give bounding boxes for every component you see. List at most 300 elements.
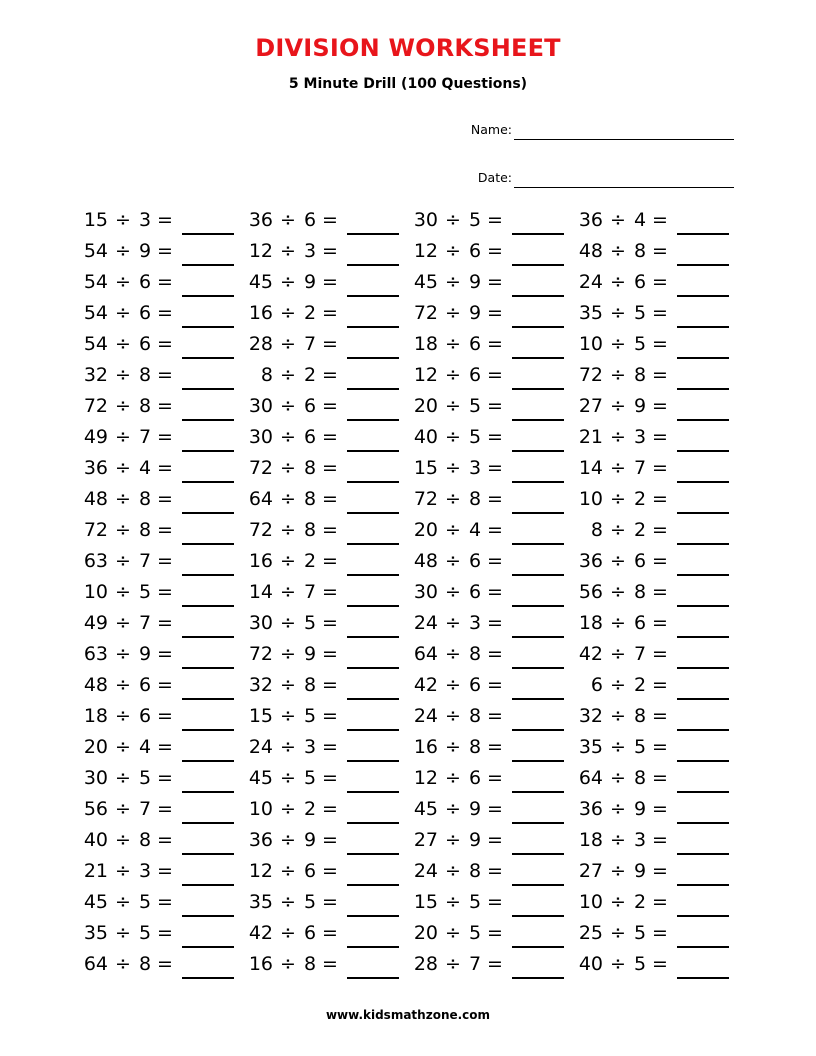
divisor: 9 [303, 829, 317, 851]
dividend: 15 [248, 705, 273, 727]
problem-row [80, 576, 740, 607]
answer-blank[interactable] [182, 392, 234, 421]
answer-blank[interactable] [512, 330, 564, 359]
divisor: 8 [138, 829, 152, 851]
answer-blank[interactable] [182, 826, 234, 855]
answer-blank[interactable] [512, 609, 564, 638]
answer-blank[interactable] [512, 454, 564, 483]
dividend: 27 [578, 860, 603, 882]
answer-blank[interactable] [512, 702, 564, 731]
problem-row [80, 266, 740, 297]
equals-sign: = [322, 643, 338, 665]
answer-blank[interactable] [182, 609, 234, 638]
division-problem [410, 886, 575, 917]
answer-blank[interactable] [512, 516, 564, 545]
answer-blank[interactable] [347, 299, 399, 328]
equals-sign: = [652, 302, 668, 324]
dividend: 10 [248, 798, 273, 820]
problem-grid [80, 204, 740, 979]
divisor: 3 [633, 829, 647, 851]
divide-sign: ÷ [115, 426, 131, 448]
division-problem [245, 545, 410, 576]
answer-blank[interactable] [347, 516, 399, 545]
division-problem [245, 762, 410, 793]
answer-blank[interactable] [512, 268, 564, 297]
answer-blank[interactable] [347, 578, 399, 607]
division-problem [575, 328, 740, 359]
division-problem [575, 235, 740, 266]
division-problem [575, 545, 740, 576]
divide-sign: ÷ [115, 891, 131, 913]
dividend: 40 [413, 426, 438, 448]
answer-blank[interactable] [347, 857, 399, 886]
answer-blank[interactable] [347, 206, 399, 235]
divisor: 6 [138, 674, 152, 696]
answer-blank[interactable] [347, 702, 399, 731]
division-problem [245, 297, 410, 328]
answer-blank[interactable] [182, 733, 234, 762]
answer-blank[interactable] [677, 795, 729, 824]
equals-sign: = [652, 209, 668, 231]
equals-sign: = [157, 581, 173, 603]
problem-row [80, 297, 740, 328]
divisor: 7 [138, 798, 152, 820]
equals-sign: = [487, 891, 503, 913]
divisor: 8 [303, 674, 317, 696]
divisor: 8 [468, 705, 482, 727]
divisor: 9 [468, 829, 482, 851]
dividend: 54 [83, 271, 108, 293]
answer-blank[interactable] [347, 950, 399, 979]
answer-blank[interactable] [182, 919, 234, 948]
divisor: 8 [468, 860, 482, 882]
division-problem [245, 266, 410, 297]
division-problem [410, 266, 575, 297]
dividend: 36 [578, 209, 603, 231]
name-line[interactable] [514, 139, 734, 140]
answer-blank[interactable] [182, 671, 234, 700]
divisor: 5 [633, 953, 647, 975]
divisor: 3 [468, 457, 482, 479]
answer-blank[interactable] [677, 764, 729, 793]
equals-sign: = [322, 581, 338, 603]
divisor: 7 [138, 550, 152, 572]
divide-sign: ÷ [445, 798, 461, 820]
answer-blank[interactable] [182, 237, 234, 266]
divide-sign: ÷ [115, 798, 131, 820]
equals-sign: = [157, 829, 173, 851]
divide-sign: ÷ [445, 829, 461, 851]
answer-blank[interactable] [347, 919, 399, 948]
answer-blank[interactable] [677, 950, 729, 979]
divide-sign: ÷ [280, 426, 296, 448]
equals-sign: = [652, 860, 668, 882]
division-problem [245, 514, 410, 545]
divisor: 3 [303, 240, 317, 262]
equals-sign: = [487, 302, 503, 324]
answer-blank[interactable] [677, 888, 729, 917]
divide-sign: ÷ [610, 643, 626, 665]
dividend: 32 [83, 364, 108, 386]
problem-row [80, 235, 740, 266]
answer-blank[interactable] [677, 454, 729, 483]
answer-blank[interactable] [677, 919, 729, 948]
division-problem [80, 669, 245, 700]
dividend: 10 [83, 581, 108, 603]
equals-sign: = [487, 922, 503, 944]
divisor: 7 [303, 333, 317, 355]
divisor: 6 [303, 426, 317, 448]
divisor: 5 [633, 736, 647, 758]
divisor: 6 [633, 612, 647, 634]
answer-blank[interactable] [677, 392, 729, 421]
equals-sign: = [157, 302, 173, 324]
divisor: 9 [633, 798, 647, 820]
division-problem [245, 235, 410, 266]
divisor: 5 [303, 767, 317, 789]
division-problem [410, 328, 575, 359]
answer-blank[interactable] [677, 671, 729, 700]
division-problem [80, 917, 245, 948]
answer-blank[interactable] [182, 361, 234, 390]
dividend: 18 [413, 333, 438, 355]
answer-blank[interactable] [182, 423, 234, 452]
answer-blank[interactable] [347, 826, 399, 855]
equals-sign: = [652, 426, 668, 448]
answer-blank[interactable] [182, 547, 234, 576]
dividend: 54 [83, 240, 108, 262]
divisor: 6 [633, 271, 647, 293]
divide-sign: ÷ [115, 767, 131, 789]
division-problem [575, 700, 740, 731]
equals-sign: = [487, 426, 503, 448]
dividend: 32 [248, 674, 273, 696]
answer-blank[interactable] [347, 237, 399, 266]
answer-blank[interactable] [677, 361, 729, 390]
division-problem [575, 917, 740, 948]
divisor: 6 [303, 209, 317, 231]
answer-blank[interactable] [677, 423, 729, 452]
answer-blank[interactable] [182, 516, 234, 545]
division-problem [80, 576, 245, 607]
answer-blank[interactable] [182, 206, 234, 235]
answer-blank[interactable] [677, 485, 729, 514]
answer-blank[interactable] [347, 268, 399, 297]
divisor: 8 [468, 643, 482, 665]
answer-blank[interactable] [182, 578, 234, 607]
division-problem [575, 638, 740, 669]
answer-blank[interactable] [182, 640, 234, 669]
dividend: 72 [248, 643, 273, 665]
answer-blank[interactable] [512, 237, 564, 266]
divide-sign: ÷ [445, 767, 461, 789]
dividend: 72 [248, 457, 273, 479]
answer-blank[interactable] [512, 857, 564, 886]
dividend: 36 [578, 798, 603, 820]
answer-blank[interactable] [182, 857, 234, 886]
divisor: 8 [468, 488, 482, 510]
answer-blank[interactable] [347, 330, 399, 359]
answer-blank[interactable] [347, 733, 399, 762]
divide-sign: ÷ [610, 302, 626, 324]
equals-sign: = [322, 209, 338, 231]
division-problem [245, 948, 410, 979]
division-problem [410, 948, 575, 979]
division-problem [410, 297, 575, 328]
date-line[interactable] [514, 187, 734, 188]
division-problem [410, 359, 575, 390]
division-problem [575, 607, 740, 638]
equals-sign: = [652, 643, 668, 665]
dividend: 56 [578, 581, 603, 603]
answer-blank[interactable] [512, 361, 564, 390]
answer-blank[interactable] [347, 392, 399, 421]
answer-blank[interactable] [512, 888, 564, 917]
answer-blank[interactable] [512, 206, 564, 235]
divisor: 6 [468, 581, 482, 603]
dividend: 36 [83, 457, 108, 479]
divisor: 7 [138, 426, 152, 448]
equals-sign: = [652, 798, 668, 820]
answer-blank[interactable] [512, 578, 564, 607]
equals-sign: = [157, 705, 173, 727]
problem-row [80, 483, 740, 514]
equals-sign: = [487, 395, 503, 417]
answer-blank[interactable] [512, 764, 564, 793]
divide-sign: ÷ [115, 953, 131, 975]
name-label: Name: [470, 122, 512, 137]
division-problem [80, 204, 245, 235]
division-problem [410, 576, 575, 607]
dividend: 20 [413, 922, 438, 944]
equals-sign: = [157, 674, 173, 696]
dividend: 10 [578, 333, 603, 355]
answer-blank[interactable] [677, 268, 729, 297]
divisor: 5 [633, 302, 647, 324]
answer-blank[interactable] [347, 671, 399, 700]
equals-sign: = [157, 550, 173, 572]
problem-row [80, 917, 740, 948]
answer-blank[interactable] [677, 206, 729, 235]
answer-blank[interactable] [512, 547, 564, 576]
divisor: 8 [468, 736, 482, 758]
division-problem [410, 762, 575, 793]
divide-sign: ÷ [115, 209, 131, 231]
divisor: 5 [468, 209, 482, 231]
answer-blank[interactable] [512, 795, 564, 824]
equals-sign: = [487, 333, 503, 355]
answer-blank[interactable] [677, 857, 729, 886]
equals-sign: = [157, 364, 173, 386]
answer-blank[interactable] [677, 547, 729, 576]
answer-blank[interactable] [677, 516, 729, 545]
divide-sign: ÷ [115, 302, 131, 324]
answer-blank[interactable] [677, 578, 729, 607]
answer-blank[interactable] [512, 423, 564, 452]
division-problem [575, 669, 740, 700]
divide-sign: ÷ [280, 767, 296, 789]
divisor: 9 [633, 395, 647, 417]
answer-blank[interactable] [347, 764, 399, 793]
answer-blank[interactable] [182, 795, 234, 824]
problem-row [80, 421, 740, 452]
answer-blank[interactable] [677, 702, 729, 731]
answer-blank[interactable] [677, 237, 729, 266]
divide-sign: ÷ [280, 519, 296, 541]
divisor: 7 [633, 643, 647, 665]
answer-blank[interactable] [347, 361, 399, 390]
equals-sign: = [652, 395, 668, 417]
equals-sign: = [322, 426, 338, 448]
answer-blank[interactable] [512, 826, 564, 855]
divisor: 5 [303, 891, 317, 913]
worksheet-subtitle: 5 Minute Drill (100 Questions) [288, 76, 528, 92]
problem-row [80, 824, 740, 855]
division-problem [410, 917, 575, 948]
equals-sign: = [322, 364, 338, 386]
answer-blank[interactable] [182, 330, 234, 359]
answer-blank[interactable] [347, 640, 399, 669]
divide-sign: ÷ [610, 488, 626, 510]
divisor: 6 [138, 333, 152, 355]
divide-sign: ÷ [280, 271, 296, 293]
dividend: 48 [413, 550, 438, 572]
answer-blank[interactable] [677, 826, 729, 855]
answer-blank[interactable] [677, 330, 729, 359]
dividend: 16 [248, 302, 273, 324]
answer-blank[interactable] [512, 671, 564, 700]
division-problem [245, 731, 410, 762]
answer-blank[interactable] [182, 888, 234, 917]
division-problem [410, 638, 575, 669]
answer-blank[interactable] [347, 423, 399, 452]
divisor: 8 [303, 519, 317, 541]
answer-blank[interactable] [182, 299, 234, 328]
problem-row [80, 359, 740, 390]
equals-sign: = [487, 767, 503, 789]
problem-row [80, 204, 740, 235]
equals-sign: = [487, 240, 503, 262]
answer-blank[interactable] [677, 299, 729, 328]
dividend: 72 [413, 488, 438, 510]
equals-sign: = [652, 767, 668, 789]
division-problem [410, 855, 575, 886]
divide-sign: ÷ [280, 302, 296, 324]
division-problem [410, 390, 575, 421]
division-problem [245, 669, 410, 700]
equals-sign: = [652, 457, 668, 479]
equals-sign: = [487, 550, 503, 572]
division-problem [80, 452, 245, 483]
problem-row [80, 638, 740, 669]
equals-sign: = [157, 860, 173, 882]
division-problem [575, 514, 740, 545]
answer-blank[interactable] [347, 485, 399, 514]
answer-blank[interactable] [182, 268, 234, 297]
dividend: 40 [578, 953, 603, 975]
division-problem [245, 328, 410, 359]
answer-blank[interactable] [512, 299, 564, 328]
divide-sign: ÷ [445, 953, 461, 975]
divisor: 7 [138, 612, 152, 634]
divisor: 5 [633, 922, 647, 944]
divide-sign: ÷ [445, 922, 461, 944]
answer-blank[interactable] [182, 950, 234, 979]
problem-row [80, 948, 740, 979]
equals-sign: = [322, 302, 338, 324]
dividend: 72 [578, 364, 603, 386]
problem-row [80, 669, 740, 700]
answer-blank[interactable] [182, 454, 234, 483]
dividend: 42 [578, 643, 603, 665]
problem-row [80, 762, 740, 793]
division-problem [245, 452, 410, 483]
divide-sign: ÷ [280, 581, 296, 603]
dividend: 45 [248, 767, 273, 789]
divisor: 4 [468, 519, 482, 541]
divide-sign: ÷ [445, 550, 461, 572]
division-problem [245, 638, 410, 669]
divide-sign: ÷ [280, 736, 296, 758]
division-problem [80, 390, 245, 421]
divisor: 6 [303, 860, 317, 882]
answer-blank[interactable] [347, 795, 399, 824]
answer-blank[interactable] [347, 454, 399, 483]
division-problem [80, 266, 245, 297]
equals-sign: = [652, 519, 668, 541]
divisor: 8 [633, 767, 647, 789]
answer-blank[interactable] [347, 547, 399, 576]
divide-sign: ÷ [445, 705, 461, 727]
answer-blank[interactable] [512, 485, 564, 514]
answer-blank[interactable] [512, 733, 564, 762]
answer-blank[interactable] [512, 640, 564, 669]
answer-blank[interactable] [182, 485, 234, 514]
equals-sign: = [322, 922, 338, 944]
answer-blank[interactable] [677, 640, 729, 669]
divisor: 6 [138, 302, 152, 324]
divisor: 6 [633, 550, 647, 572]
equals-sign: = [487, 364, 503, 386]
answer-blank[interactable] [347, 888, 399, 917]
divisor: 9 [468, 271, 482, 293]
answer-blank[interactable] [677, 733, 729, 762]
answer-blank[interactable] [347, 609, 399, 638]
answer-blank[interactable] [182, 764, 234, 793]
dividend: 15 [83, 209, 108, 231]
division-problem [575, 452, 740, 483]
answer-blank[interactable] [512, 919, 564, 948]
answer-blank[interactable] [512, 392, 564, 421]
dividend: 42 [248, 922, 273, 944]
problem-row [80, 731, 740, 762]
dividend: 32 [578, 705, 603, 727]
answer-blank[interactable] [182, 702, 234, 731]
divide-sign: ÷ [445, 519, 461, 541]
divisor: 7 [303, 581, 317, 603]
divisor: 8 [138, 488, 152, 510]
divide-sign: ÷ [610, 271, 626, 293]
equals-sign: = [322, 705, 338, 727]
answer-blank[interactable] [677, 609, 729, 638]
equals-sign: = [157, 612, 173, 634]
answer-blank[interactable] [512, 950, 564, 979]
divide-sign: ÷ [445, 488, 461, 510]
equals-sign: = [157, 767, 173, 789]
divisor: 6 [138, 705, 152, 727]
division-problem [245, 483, 410, 514]
divisor: 4 [633, 209, 647, 231]
